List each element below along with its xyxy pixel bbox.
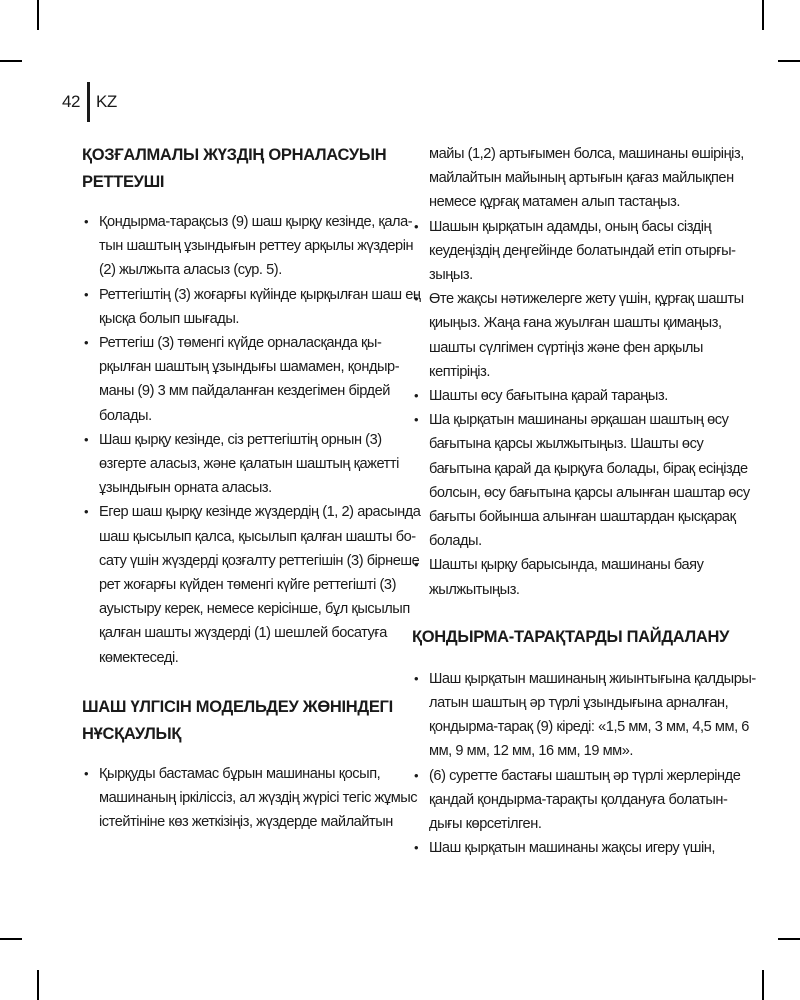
bullet-list xyxy=(82,762,418,835)
crop-mark xyxy=(0,938,22,940)
crop-mark xyxy=(37,970,39,1000)
list-item: • Шашты өсу бағытына қарай тараңыз. xyxy=(412,384,722,408)
list-item: • Ша қырқатын машинаны әрқашан шаштың өсу бағытына қарсы жылжытыңыз. Шашты өсу бағытына қарай да қырқуға болады, бірақ есіңізде болсын, өсу бағытына қарсы алынған шаштар өсу бағыты бойынша алынған шаштардан қысқарақ болады. xyxy=(412,408,722,553)
list-item: • Шаш қырқатын машинаның жиынтығына қалдыры- латын шаштың әр түрлі ұзындығына арналған, қондырма-тарақ (9) кіреді: «1,5 мм, 3 мм, 4,5 мм, 6 мм, 9 мм, 12 мм, 16 мм, 19 мм». xyxy=(412,667,722,764)
list-item: • Қондырма-тарақсыз (9) шаш қырқу кезінде, қала- тын шаштың ұзындығын реттеу арқылы жүздерін (2) жылжыта аласыз (сур. 5). xyxy=(82,210,392,283)
right-column xyxy=(412,142,756,860)
crop-mark xyxy=(37,0,39,30)
crop-mark xyxy=(762,970,764,1000)
crop-mark xyxy=(778,938,800,940)
list-item: • Егер шаш қырқу кезінде жүздердің (1, 2) арасында шаш қысылып қалса, қысылып қалған шашты бо- сату үшін жүздерді қозғалту реттегішін (3) бірнеше рет жоғарғы күйден төменгі күйге реттегішті (3) ауыстыру керек, немесе керісінше, бұл қысылып қалған шашты жүздерді (1) шешлей босатуға көмектеседі. xyxy=(82,500,392,669)
crop-mark xyxy=(762,0,764,30)
list-item: • Реттегіш (3) төменгі күйде орналасқанда қы- рқылған шаштың ұзындығы шамамен, қондыр- маны (9) 3 мм пайдаланған кездегімен бірдей болады. xyxy=(82,331,392,428)
crop-mark xyxy=(0,60,22,62)
header-divider xyxy=(87,82,90,122)
list-item: • Өте жақсы нәтижелерге жету үшін, құрғақ шашты қиыңыз. Жаңа ғана жуылған шашты қимаңыз, шашты сүлгімен сүртіңіз және фен арқылы кептіріңіз. xyxy=(412,287,722,384)
page-number: 42 xyxy=(62,92,80,111)
crop-mark xyxy=(778,60,800,62)
list-item: • Қырқуды бастамас бұрын машинаны қосып, машинаның іркіліссіз, ал жүздің жүрісі тегіс жұмыс істейтініне көз жеткізіңіз, жүздерде майлайтын xyxy=(82,762,392,835)
left-column xyxy=(82,142,421,834)
bullet-list xyxy=(82,210,421,670)
list-item: • Шаш қырқатын машинаны жақсы игеру үшін, xyxy=(412,836,722,860)
section-heading: ҚОЗҒАЛМАЛЫ ЖҮЗДІҢ ОРНАЛАСУЫН РЕТТЕУШІ xyxy=(82,146,387,191)
language-code: KZ xyxy=(96,92,117,111)
section-heading: ШАШ ҮЛГІСІН МОДЕЛЬДЕУ ЖӨНІНДЕГІ НҰСҚАУЛЫҚ xyxy=(82,697,393,743)
list-item-continuation: майы (1,2) артығымен болса, машинаны өшіріңіз, майлайтын майының артығын қағаз майлықпен немесе құрғақ матамен алып тастаңыз. xyxy=(429,146,744,211)
list-item: • Шашты қырқу барысында, машинаны баяу жылжытыңыз. xyxy=(412,553,722,601)
list-item: • Шашын қырқатын адамды, оның басы сіздің кеудеңіздің деңгейінде болатындай етіп отырғы- зыңыз. xyxy=(412,215,722,288)
bullet-list xyxy=(412,667,756,861)
bullet-list xyxy=(412,142,750,602)
list-item: • (6) суретте бастағы шаштың әр түрлі жерлерінде қандай қондырма-тарақты қолдануға болатын- дығы көрсетілген. xyxy=(412,764,722,837)
list-item: • Шаш қырқу кезінде, сіз реттегіштің орнын (3) өзгерте аласыз, және қалатын шаштың қажетті ұзындығын орната аласыз. xyxy=(82,428,392,501)
list-item: • Реттегіштің (3) жоғарғы күйінде қырқылған шаш ең қысқа болып шығады. xyxy=(82,283,392,331)
section-heading: ҚОНДЫРМА-ТАРАҚТАРДЫ ПАЙДАЛАНУ xyxy=(412,627,730,646)
